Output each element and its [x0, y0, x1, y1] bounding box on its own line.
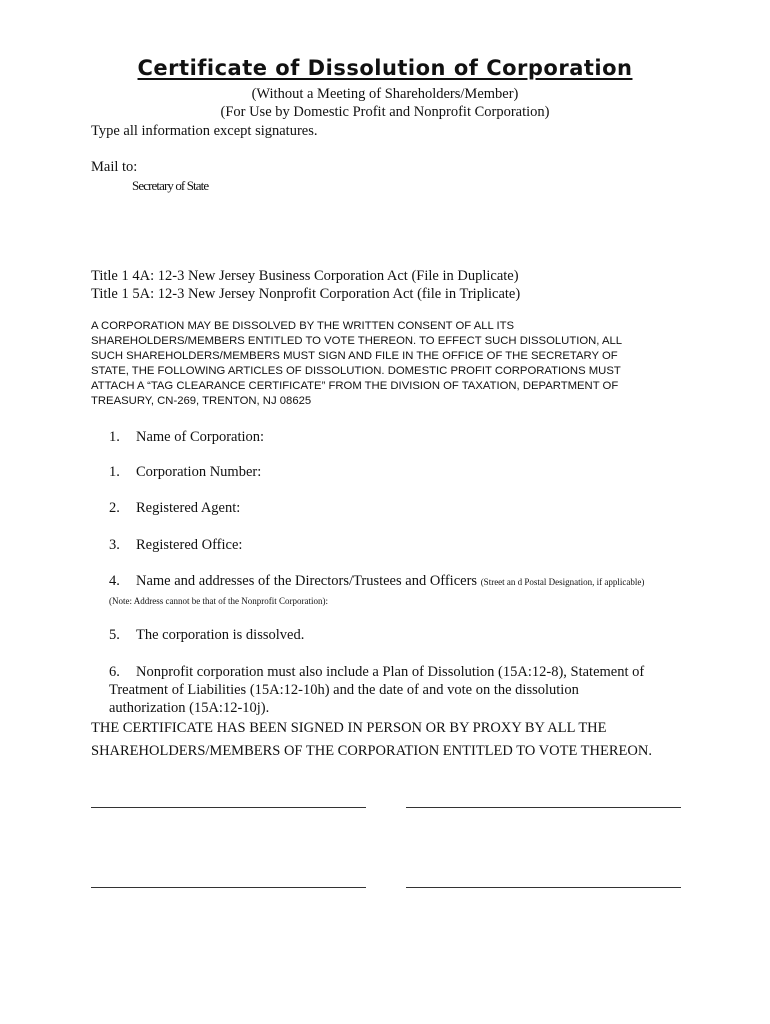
- subtitle-meeting: (Without a Meeting of Shareholders/Member): [251, 86, 519, 102]
- item-label-line: Nonprofit corporation must also include a Plan of Dissolution (15A:12-8), Statement of: [136, 664, 645, 680]
- item-inline-note: (Street an d Postal Designation, if applicable): [480, 577, 645, 587]
- item-label: Registered Office:: [136, 537, 243, 553]
- item-corporation-number: [109, 464, 261, 481]
- item-registered-office: [109, 537, 242, 554]
- item-number: 5.: [109, 627, 120, 643]
- item-address-note: (Note: Address cannot be that of the Nonprofit Corporation):: [109, 596, 328, 606]
- item-number: 1.: [109, 429, 120, 445]
- signature-line[interactable]: [91, 887, 366, 888]
- notice-line: ATTACH A “TAG CLEARANCE CERTIFICATE” FROM THE DIVISION OF TAXATION, DEPARTMENT OF: [91, 380, 619, 392]
- item-label: Registered Agent:: [136, 500, 241, 516]
- title-business-act: Title 1 4A: 12-3 New Jersey Business Corporation Act (File in Duplicate): [91, 268, 519, 284]
- item-name-of-corporation: [109, 429, 264, 446]
- item-corporation-dissolved: [109, 627, 304, 644]
- title-nonprofit-act: Title 1 5A: 12-3 New Jersey Nonprofit Corporation Act (file in Triplicate): [91, 286, 521, 302]
- final-statement-line: SHAREHOLDERS/MEMBERS OF THE CORPORATION ENTITLED TO VOTE THEREON.: [91, 743, 652, 759]
- item-registered-agent: [109, 500, 240, 517]
- item-label-line: Treatment of Liabilities (15A:12-10h) and the date of and vote on the dissolution: [109, 682, 579, 698]
- item-number: 3.: [109, 537, 120, 553]
- item-number: 2.: [109, 500, 120, 516]
- signature-line[interactable]: [406, 887, 681, 888]
- notice-line: SHAREHOLDERS/MEMBERS ENTITLED TO VOTE THEREON. TO EFFECT SUCH DISSOLUTION, ALL: [91, 335, 623, 347]
- mail-label: Mail to:: [91, 159, 138, 175]
- signature-line[interactable]: [91, 807, 366, 808]
- item-label: The corporation is dissolved.: [136, 627, 305, 643]
- dissolution-notice: [91, 319, 691, 409]
- item-label: Name of Corporation:: [136, 429, 265, 445]
- item-number: 1.: [109, 464, 120, 480]
- item-directors-officers: [109, 573, 644, 590]
- item-label: Corporation Number:: [136, 464, 262, 480]
- mail-recipient: Secretary of State: [132, 178, 209, 193]
- item-label-line: authorization (15A:12-10j).: [109, 700, 270, 716]
- notice-line: SUCH SHAREHOLDERS/MEMBERS MUST SIGN AND FILE IN THE OFFICE OF THE SECRETARY OF: [91, 350, 618, 362]
- item-number: 4.: [109, 573, 120, 589]
- item-label: Name and addresses of the Directors/Trustees and Officers: [136, 573, 478, 589]
- item-number: 6.: [109, 664, 120, 680]
- notice-line: STATE, THE FOLLOWING ARTICLES OF DISSOLUTION. DOMESTIC PROFIT CORPORATIONS MUST: [91, 365, 621, 377]
- instructions: Type all information except signatures.: [91, 123, 318, 139]
- notice-line: A CORPORATION MAY BE DISSOLVED BY THE WRITTEN CONSENT OF ALL ITS: [91, 320, 515, 332]
- signature-line[interactable]: [406, 807, 681, 808]
- final-statement-line: THE CERTIFICATE HAS BEEN SIGNED IN PERSON OR BY PROXY BY ALL THE: [91, 720, 607, 736]
- notice-line: TREASURY, CN-269, TRENTON, NJ 08625: [91, 395, 312, 407]
- page-title: Certificate of Dissolution of Corporation: [137, 56, 633, 80]
- item-nonprofit-plan: [109, 664, 644, 681]
- subtitle-use: (For Use by Domestic Profit and Nonprofit Corporation): [220, 104, 550, 120]
